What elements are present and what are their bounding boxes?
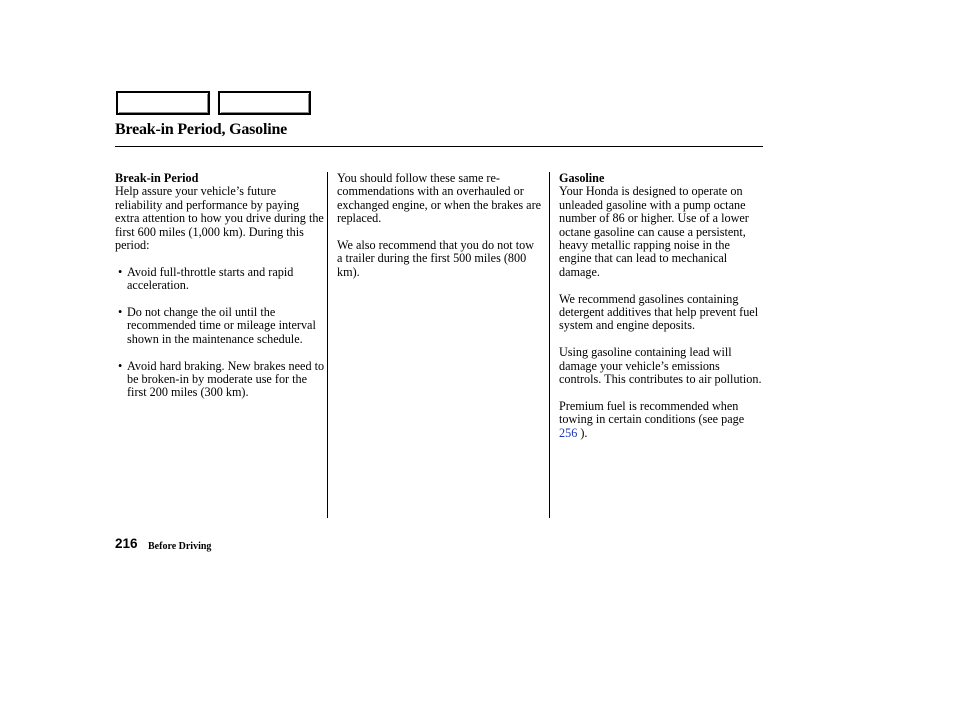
bullet-icon: •	[118, 358, 123, 373]
premium-fuel-text: Premium fuel is recommended when towing in certain conditions (see page	[559, 398, 745, 427]
break-in-list	[115, 266, 325, 400]
bullet-icon: •	[118, 305, 123, 320]
premium-fuel-paragraph	[559, 400, 763, 440]
octane-paragraph: Your Honda is designed to operate on unleaded gasoline with a pump octane number of 86 or higher. Use of a lower octane gasoline can cause a persistent, heavy metallic rapping noise in the engine that can lead to mechanical damage.	[559, 184, 749, 279]
list-item	[115, 266, 325, 293]
title-divider	[115, 146, 763, 147]
break-in-continued-column	[337, 172, 542, 293]
next-page-button[interactable]	[218, 91, 311, 115]
list-item	[115, 306, 325, 346]
column-divider	[549, 172, 550, 518]
lead-paragraph: Using gasoline containing lead will damage your vehicle’s emissions controls. This contributes to air pollution.	[559, 345, 762, 387]
page-number: 216	[115, 536, 138, 551]
gasoline-heading: Gasoline	[559, 171, 605, 185]
overhaul-paragraph: You should follow these same re-commendations with an overhauled or exchanged engine, or when the brakes are replaced.	[337, 171, 542, 226]
gasoline-column	[559, 172, 763, 453]
page-title: Break-in Period, Gasoline	[115, 121, 288, 138]
list-item-text: Avoid hard braking. New brakes need to be broken-in by moderate use for the first 200 miles (300 km).	[127, 358, 325, 400]
section-name: Before Driving	[148, 541, 212, 552]
break-in-column	[115, 172, 325, 413]
page-256-link[interactable]: 256	[559, 425, 578, 440]
towing-paragraph: We also recommend that you do not tow a trailer during the first 500 miles (800 km).	[337, 238, 535, 279]
break-in-intro: Help assure your vehicle’s future reliability and performance by paying extra attention to how you drive during the first 600 miles (1,000 km). During this period:	[115, 184, 324, 253]
list-item	[115, 360, 325, 400]
premium-fuel-text-end: ).	[577, 425, 588, 440]
detergent-paragraph: We recommend gasolines containing detergent additives that help prevent fuel system and engine deposits.	[559, 291, 759, 333]
previous-page-button[interactable]	[116, 91, 210, 115]
bullet-icon: •	[118, 264, 123, 279]
list-item-text: Do not change the oil until the recommended time or mileage interval shown in the maintenance schedule.	[127, 305, 316, 346]
column-divider	[327, 172, 328, 518]
list-item-text: Avoid full-throttle starts and rapid acceleration.	[127, 264, 294, 293]
break-in-heading: Break-in Period	[115, 171, 199, 185]
